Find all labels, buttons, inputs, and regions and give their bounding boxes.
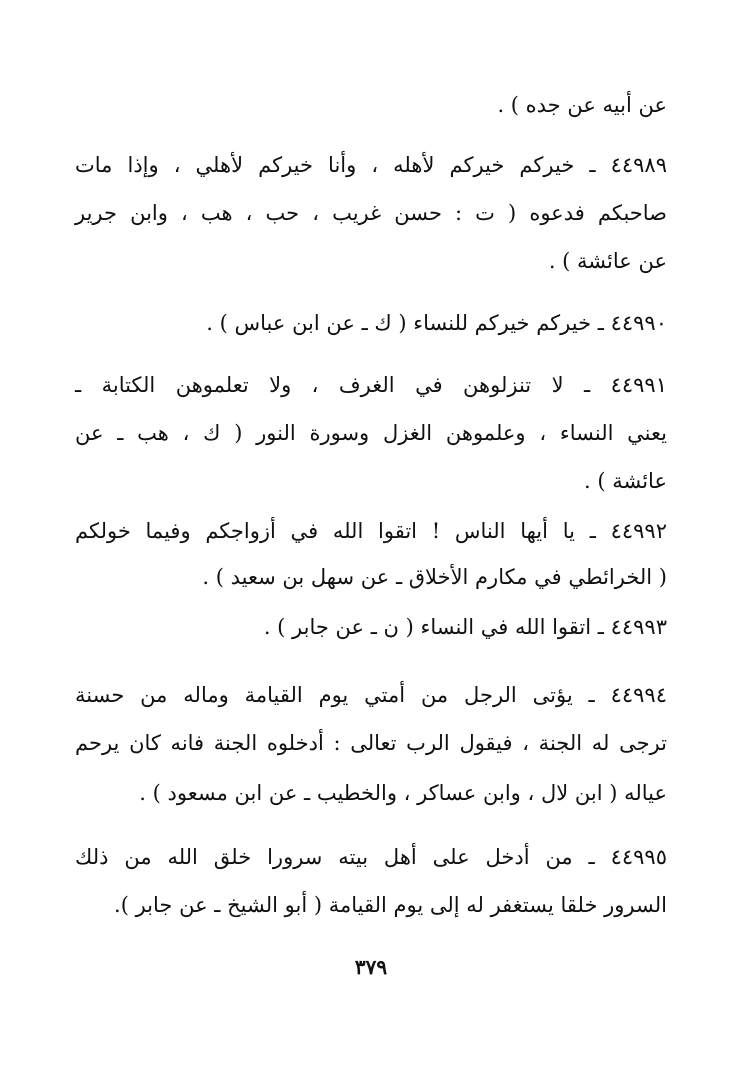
hadith-44994-line-3: عياله ( ابن لال ، وابن عساكر ، والخطيب ـ عن ابن مسعود ) . [139, 781, 667, 805]
hadith-44994-line-2: ترجى له الجنة ، فيقول الرب تعالى : أدخلوه الجنة فانه كان يرحم [75, 731, 667, 755]
hadith-44995-line-1: ٤٤٩٩٥ ـ من أدخل على أهل بيته سرورا خلق الله من ذلك [75, 845, 667, 869]
hadith-44991-line-1: ٤٤٩٩١ ـ لا تنزلوهن في الغرف ، ولا تعلموهن الكتابة ـ [75, 373, 667, 397]
hadith-44991-line-2: يعني النساء ، وعلموهن الغزل وسورة النور ( ك ، هب ـ عن [75, 421, 667, 445]
page-number: ٣٧٩ [354, 955, 388, 979]
hadith-44992-line-2: ( الخرائطي في مكارم الأخلاق ـ عن سهل بن سعيد ) . [202, 565, 667, 589]
hadith-44992-line-1: ٤٤٩٩٢ ـ يا أيها الناس ! اتقوا الله في أزواجكم وفيما خولكم [75, 519, 667, 543]
hadith-44991-line-3: عائشة ) . [584, 469, 667, 493]
hadith-44990: ٤٤٩٩٠ ـ خيركم خيركم للنساء ( ك ـ عن ابن عباس ) . [206, 311, 667, 335]
hadith-44994-line-1: ٤٤٩٩٤ ـ يؤتى الرجل من أمتي يوم القيامة وماله من حسنة [75, 683, 667, 707]
hadith-44993: ٤٤٩٩٣ ـ اتقوا الله في النساء ( ن ـ عن جابر ) . [263, 615, 667, 639]
text-line-1: عن أبيه عن جده ) . [497, 93, 667, 117]
hadith-44989-line-2: صاحبكم فدعوه ( ت : حسن غريب ، حب ، هب ، وابن جرير [75, 201, 667, 225]
hadith-44989-line-3: عن عائشة ) . [548, 249, 667, 273]
hadith-44989-line-1: ٤٤٩٨٩ ـ خيركم خيركم لأهله ، وأنا خيركم لأهلي ، وإذا مات [75, 153, 667, 177]
hadith-44995-line-2: السرور خلقا يستغفر له إلى يوم القيامة ( أبو الشيخ ـ عن جابر ). [114, 893, 667, 917]
